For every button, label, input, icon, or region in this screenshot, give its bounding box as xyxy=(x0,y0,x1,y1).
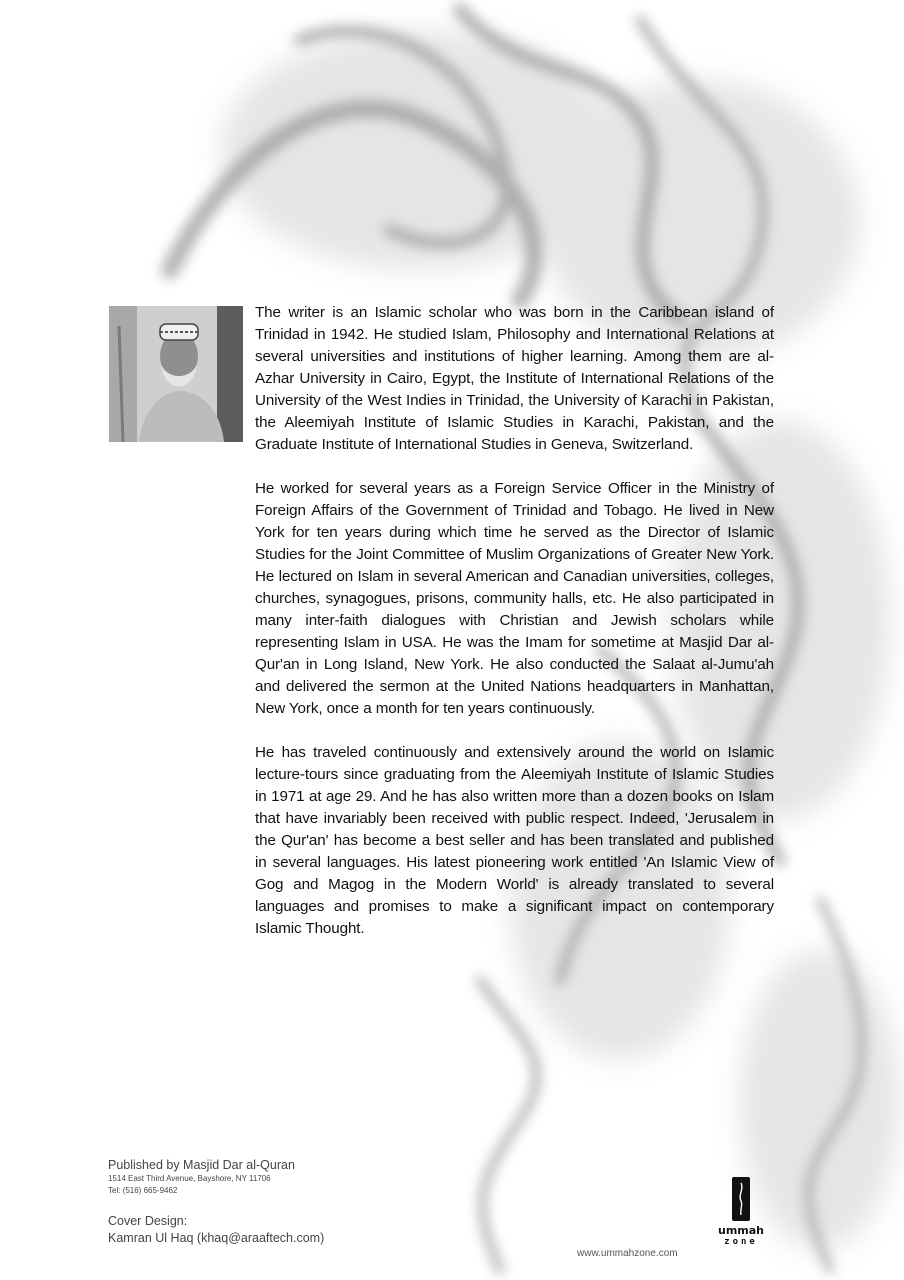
bio-paragraph: He has traveled continuously and extensively around the world on Islamic lecture-tours since graduating from the Aleemiyah Institute of Islamic Studies in 1971 at age 29. And he has also written more than a dozen books on Islam that have invariably been received with public respect. Indeed, 'Jerusalem in the Qur'an' has become a best seller and has been translated and published in several languages. His latest pioneering work entitled 'An Islamic View of Gog and Magog in the Modern World' is already translated to several languages and promises to make a significant impact on contemporary Islamic Thought. xyxy=(255,744,774,937)
publisher-name: Published by Masjid Dar al-Quran xyxy=(108,1158,295,1172)
author-photo xyxy=(109,306,243,442)
ummahzone-logo-icon xyxy=(732,1177,750,1221)
publisher-address: 1514 East Third Avenue, Bayshore, NY 11706 xyxy=(108,1174,271,1183)
publisher-info xyxy=(108,1157,295,1197)
publisher-phone: Tel: (516) 665-9462 xyxy=(108,1186,178,1195)
logo-text-zone: zone xyxy=(724,1237,758,1247)
logo-text-ummah: ummah xyxy=(717,1224,764,1237)
website-url: www.ummahzone.com xyxy=(577,1248,678,1259)
cover-design-label: Cover Design: xyxy=(108,1214,188,1228)
bio-paragraph: The writer is an Islamic scholar who was born in the Caribbean island of Trinidad in 1942. He studied Islam, Philosophy and International Relations at several universities and institutions of higher learning. Among them are al-Azhar University in Cairo, Egypt, the Institute of International Relations of the University of the West Indies in Trinidad, the University of Karachi in Pakistan, the Aleemiyah Institute of Islamic Studies in Karachi, Pakistan, and the Graduate Institute of International Studies in Geneva, Switzerland. xyxy=(255,304,774,453)
bio-paragraph: He worked for several years as a Foreign Service Officer in the Ministry of Foreign Affairs of the Government of Trinidad and Tobago. He lived in New York for ten years during which time he served as the Director of Islamic Studies for the Joint Committee of Muslim Organizations of Greater New York. He lectured on Islam in several American and Canadian universities, colleges, churches, synagogues, prisons, community halls, etc. He also participated in many inter-faith dialogues with Christian and Jewish scholars while representing Islam in USA. He was the Imam for sometime at Masjid Dar al-Qur'an in Long Island, New York. He also conducted the Salaat al-Jumu'ah and delivered the sermon at the United Nations headquarters in Manhattan, New York, once a month for ten years continuously. xyxy=(255,480,774,717)
author-biography xyxy=(255,302,774,962)
cover-design-credit xyxy=(108,1213,324,1247)
ummahzone-logo xyxy=(716,1177,766,1263)
cover-design-name: Kamran Ul Haq (khaq@araaftech.com) xyxy=(108,1231,325,1245)
